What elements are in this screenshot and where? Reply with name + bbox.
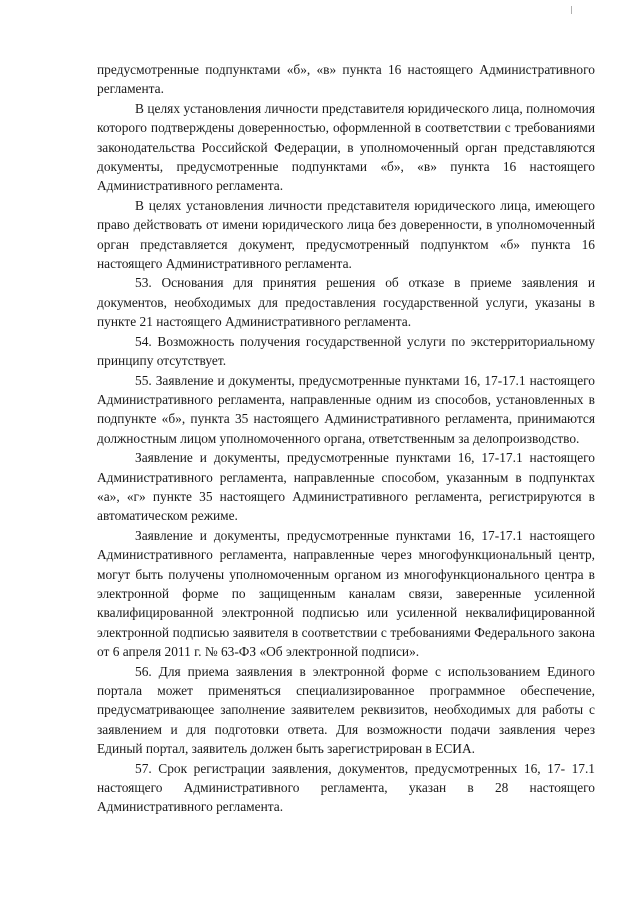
paragraph-item-54: 54. Возможность получения государственной услуги по экстерриториальному принципу отсутствует. (97, 333, 595, 369)
paragraph-item-56: 56. Для приема заявления в электронной форме с использованием Единого портала может применяться специализированное программное обеспечение, предусматривающее заполнение заявителем реквизитов, необходимых для работы с заявлением и для подготовки ответа. Для возможности подачи заявления через Единый портал, заявитель должен быть зарегистрирован в ЕСИА. (97, 663, 595, 757)
paragraph-continuation: предусмотренные подпунктами «б», «в» пункта 16 настоящего Административного регламента. (97, 62, 595, 97)
paragraph-item-57: 57. Срок регистрации заявления, документов, предусмотренных 16, 17- 17.1 настоящего Административного регламента, указан в 28 настоящего Административного регламента. (97, 760, 595, 815)
scan-mark (571, 6, 572, 14)
paragraph-representative-by-power-of-attorney: В целях установления личности представителя юридического лица, полномочия которого подтверждены доверенностью, оформленной в соответствии с требованиями законодательства Российской Федерации, в уполномоченный орган представляются документы, предусмотренные подпунктами «б», «в» пункта 16 настоящего Административного регламента. (97, 100, 595, 194)
paragraph-item-53: 53. Основания для принятия решения об отказе в приеме заявления и документов, необходимых для предоставления государственной услуги, указаны в пункте 21 настоящего Административного регламента. (97, 275, 595, 330)
paragraph-item-55: 55. Заявление и документы, предусмотренные пунктами 16, 17-17.1 настоящего Административного регламента, направленные одним из способов, установленных в подпункте «б», пункта 35 настоящего Административного регламента, принимаются должностным лицом уполномоченного органа, ответственным за делопроизводство. (97, 372, 595, 446)
document-body (97, 60, 595, 817)
paragraph-automatic-registration: Заявление и документы, предусмотренные пунктами 16, 17-17.1 настоящего Административного регламента, направленные способом, указанным в подпунктах «а», «г» пункте 35 настоящего Административного регламента, регистрируются в автоматическом режиме. (97, 450, 595, 524)
paragraph-representative-without-power-of-attorney: В целях установления личности представителя юридического лица, имеющего право действовать от имени юридического лица без доверенности, в уполномоченный орган представляется документ, предусмотренный подпунктом «б» пункта 16 настоящего Административного регламента. (97, 197, 595, 272)
paragraph-multifunctional-center: Заявление и документы, предусмотренные пунктами 16, 17-17.1 настоящего Административного регламента, направленные через многофункциональный центр, могут быть получены уполномоченным органом из многофункционального центра в электронной форме по защищенным каналам связи, заверенные усиленной квалифицированной электронной подписью или усиленной неквалифицированной электронной подписью заявителя в соответствии с требованиями Федерального закона от 6 апреля 2011 г. № 63-ФЗ «Об электронной подписи». (97, 527, 595, 660)
